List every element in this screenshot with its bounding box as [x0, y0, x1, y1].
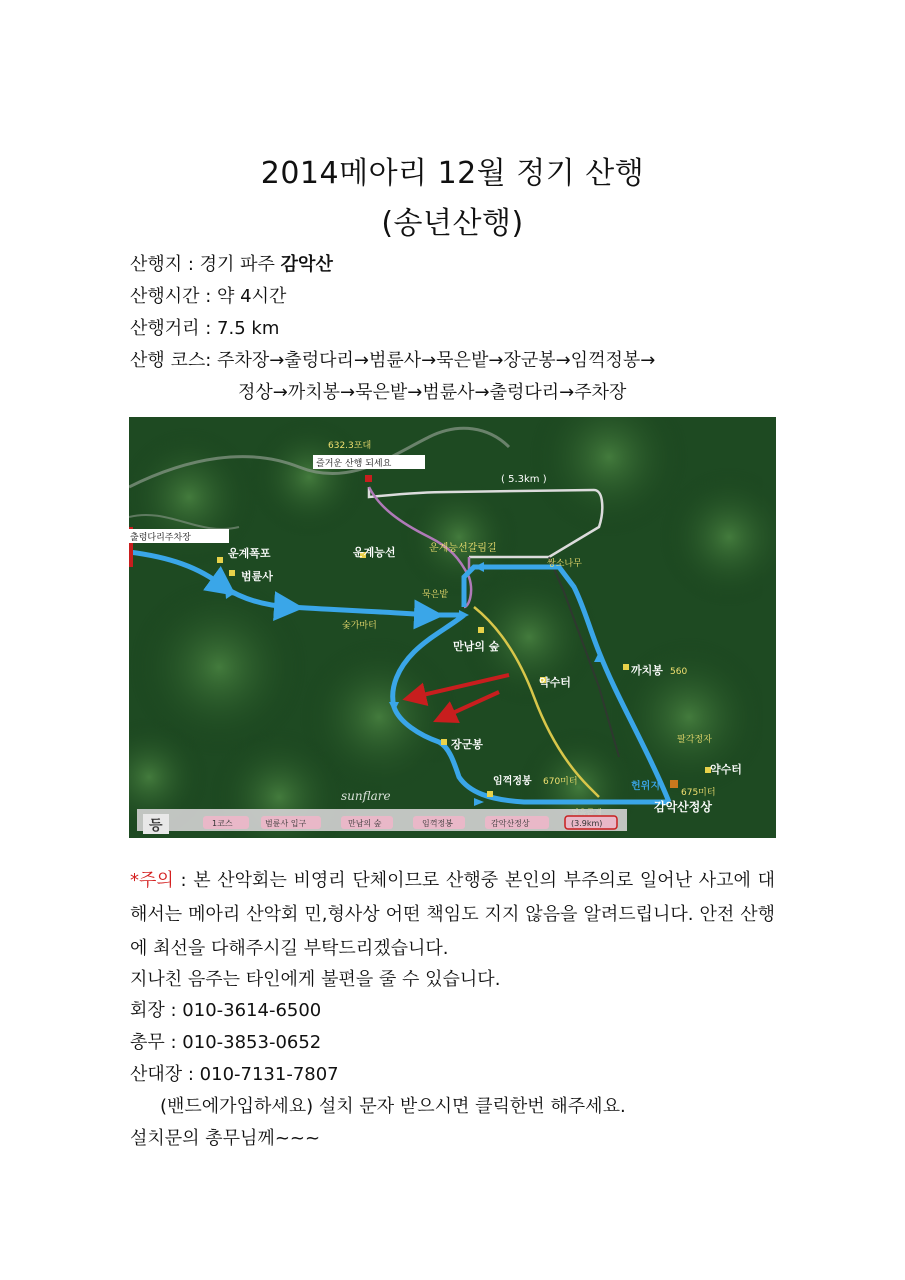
label-temple: 범륜사 — [241, 570, 273, 583]
label-summit-alt: 675미터 — [681, 788, 716, 798]
trail-map-graphic — [129, 417, 776, 838]
label-spring1: 약수터 — [539, 676, 571, 689]
distance-line: 산행거리 : 7.5 km — [130, 318, 280, 339]
course-line-2: 정상→까치봉→묵은밭→범륜사→출렁다리→주차장 — [238, 382, 627, 403]
trail-map — [129, 417, 776, 838]
label-kkachibong: 까치봉 — [631, 664, 663, 677]
map-legend — [137, 809, 627, 834]
label-loop-distance: ( 5.3km ) — [501, 474, 547, 485]
legend-item: 임꺽정봉 — [422, 819, 453, 828]
page-subtitle: (송년산행) — [381, 206, 524, 241]
label-charcoal: 숯가마터 — [342, 621, 377, 631]
notice-paragraph — [130, 864, 775, 966]
label-pavilion: 팔각정자 — [677, 735, 712, 745]
course-line-1: 산행 코스: 주차장→출렁다리→범륜사→묵은밭→장군봉→임꺽정봉→ — [130, 350, 656, 371]
legend-tag: 등 — [149, 818, 163, 834]
warning-label: *주의 — [130, 870, 174, 891]
legend-item: (3.9km) — [571, 819, 603, 828]
location-name: 감악산 — [280, 254, 333, 275]
legend-item: 만남의 숲 — [348, 819, 382, 828]
install-inquiry: 설치문의 총무님께~~~ — [130, 1128, 321, 1149]
label-greeting: 즐거운 산행 되세요 — [316, 459, 392, 469]
contact-president: 회장 : 010-3614-6500 — [130, 1000, 322, 1021]
label-janggunbong: 장군봉 — [451, 738, 483, 751]
label-parking: 출렁다리주차장 — [130, 533, 191, 543]
label-summit-tower: 632.3포대 — [328, 441, 372, 451]
legend-item: 범륜사 입구 — [265, 819, 307, 828]
legend-item: 감악산정상 — [491, 819, 530, 828]
watermark: sunflare — [341, 789, 391, 803]
page-title: 2014메아리 12월 정기 산행 — [260, 156, 645, 191]
label-field: 묵은밭 — [422, 590, 449, 600]
label-waterfall: 운계폭포 — [228, 547, 271, 560]
label-imkkeokjeong: 임꺽정봉 — [493, 776, 532, 787]
label-ridge-trail: 운계능선갈림길 — [429, 543, 497, 554]
time-line: 산행시간 : 약 4시간 — [130, 286, 287, 307]
location-label: 산행지 : 경기 파주 — [130, 254, 281, 275]
label-summit: 감악산정상 — [654, 800, 712, 814]
label-imkkeokjeong-alt: 670미터 — [543, 777, 578, 787]
label-spring2: 약수터 — [710, 763, 742, 776]
location-line — [130, 250, 333, 276]
label-hyeonwiji: 헌위지 — [631, 781, 660, 792]
drinking-notice: 지나친 음주는 타인에게 불편을 줄 수 있습니다. — [130, 969, 501, 990]
label-kkachibong-alt: 560 — [670, 667, 688, 677]
notice-body: : 본 산악회는 비영리 단체이므로 산행중 본인의 부주의로 일어난 사고에 대해서는 메아리 산악회 민,형사상 어떤 책임도 지지 않음을 알려드립니다. 안전 산행에 최선을 다해주시길 부탁드리겠습니다. — [130, 870, 775, 959]
legend-item: 1코스 — [212, 819, 233, 828]
label-pine: 쌍소나무 — [547, 559, 582, 569]
label-ridge: 운계능선 — [353, 546, 396, 559]
contact-secretary: 총무 : 010-3853-0652 — [130, 1032, 322, 1053]
band-notice: (밴드에가입하세요) 설치 문자 받으시면 클릭한번 해주세요. — [160, 1096, 626, 1117]
contact-leader: 산대장 : 010-7131-7807 — [130, 1064, 339, 1085]
label-forest: 만남의 숲 — [453, 640, 500, 653]
